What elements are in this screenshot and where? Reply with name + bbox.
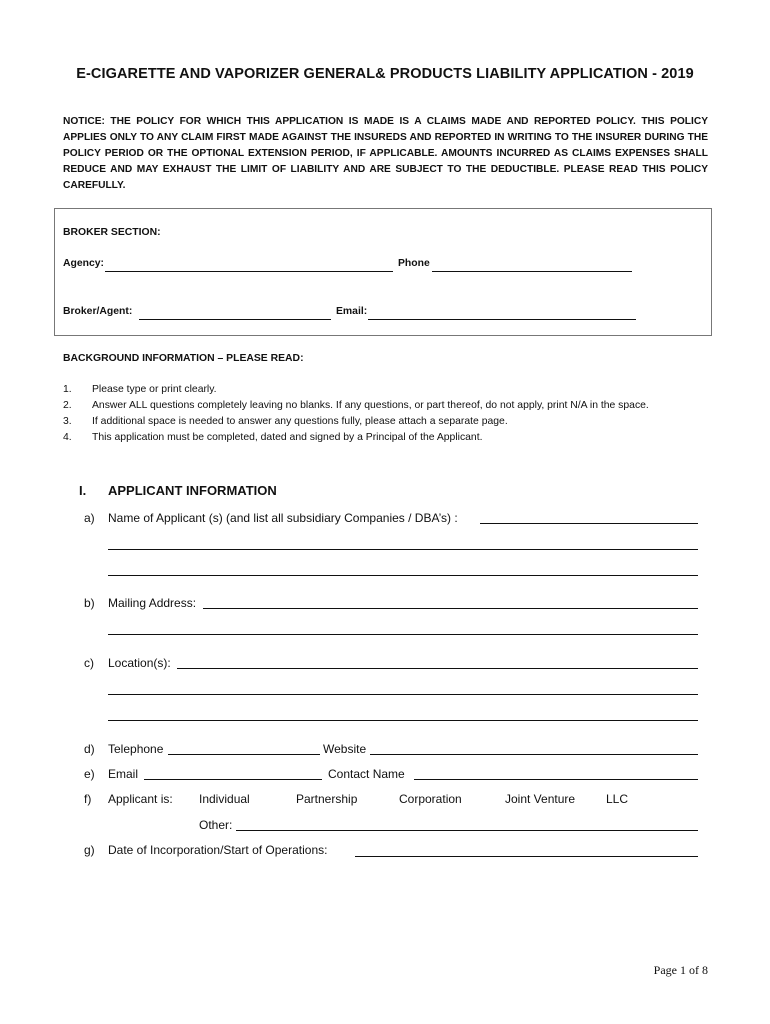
website-label: Website	[323, 742, 367, 756]
applicant-name-field-2[interactable]	[108, 549, 698, 550]
background-list	[63, 384, 649, 448]
list-item: 3. If additional space is needed to answer any questions fully, please attach a separate page.	[63, 416, 508, 427]
incorporation-date-field[interactable]	[355, 856, 698, 857]
other-label: Other:	[199, 818, 233, 832]
telephone-field[interactable]	[168, 754, 320, 755]
list-item: 4. This application must be completed, dated and signed by a Principal of the Applicant.	[63, 432, 483, 443]
website-field[interactable]	[370, 754, 698, 755]
option-llc[interactable]: LLC	[606, 792, 629, 806]
list-item: 2. Answer ALL questions completely leaving no blanks. If any questions, or part thereof, do not apply, print N/A in the space.	[63, 400, 649, 411]
contact-name-field[interactable]	[414, 779, 698, 780]
applicant-name-field[interactable]	[480, 523, 698, 524]
agency-field[interactable]	[105, 271, 393, 272]
section-number: I.	[79, 483, 87, 498]
applicant-type-label: Applicant is:	[108, 792, 173, 806]
broker-agent-label: Broker/Agent:	[63, 306, 133, 317]
question-d-letter: d)	[84, 742, 95, 756]
question-c-letter: c)	[84, 656, 94, 670]
option-corporation[interactable]: Corporation	[399, 792, 462, 806]
incorporation-date-label: Date of Incorporation/Start of Operations:	[108, 843, 328, 857]
location-field[interactable]	[177, 668, 698, 669]
page-number: Page 1 of 8	[653, 963, 708, 977]
telephone-label: Telephone	[108, 742, 164, 756]
question-c-label: Location(s):	[108, 656, 171, 670]
broker-email-field[interactable]	[368, 319, 636, 320]
email-label: Email:	[336, 306, 368, 317]
section-heading	[79, 483, 277, 498]
applicant-email-label: Email	[108, 767, 139, 781]
broker-agent-field[interactable]	[139, 319, 331, 320]
phone-field[interactable]	[432, 271, 632, 272]
question-e-letter: e)	[84, 767, 95, 781]
option-individual[interactable]: Individual	[199, 792, 250, 806]
question-f-letter: f)	[84, 792, 92, 806]
section-title: APPLICANT INFORMATION	[108, 483, 277, 498]
question-a-label: Name of Applicant (s) (and list all subsidiary Companies / DBA’s) :	[108, 511, 458, 525]
mailing-address-field-2[interactable]	[108, 634, 698, 635]
background-heading: BACKGROUND INFORMATION – PLEASE READ:	[63, 353, 304, 364]
question-b-label: Mailing Address:	[108, 596, 197, 610]
document-title: E-CIGARETTE AND VAPORIZER GENERAL& PRODUCTS LIABILITY APPLICATION - 2019	[76, 66, 694, 82]
phone-label: Phone	[398, 258, 430, 269]
location-field-2[interactable]	[108, 694, 698, 695]
question-g-letter: g)	[84, 843, 95, 857]
option-partnership[interactable]: Partnership	[296, 792, 358, 806]
applicant-name-field-3[interactable]	[108, 575, 698, 576]
option-joint-venture[interactable]: Joint Venture	[505, 792, 576, 806]
broker-section-heading: BROKER SECTION:	[63, 227, 161, 238]
mailing-address-field[interactable]	[203, 608, 698, 609]
question-b-letter: b)	[84, 596, 95, 610]
other-field[interactable]	[236, 830, 698, 831]
agency-label: Agency:	[63, 258, 104, 269]
list-item: 1. Please type or print clearly.	[63, 384, 217, 395]
contact-name-label: Contact Name	[328, 767, 405, 781]
question-a-letter: a)	[84, 511, 95, 525]
policy-notice: NOTICE: THE POLICY FOR WHICH THIS APPLICATION IS MADE IS A CLAIMS MADE AND REPORTED POLICY. THIS POLICY APPLIES ONLY TO ANY CLAIM FIRST MADE AGAINST THE INSUREDS AND REPORTED IN WRITING TO THE INSURER DURING THE POLICY PERIOD OR THE OPTIONAL EXTENSION PERIOD, IF APPLICABLE. AMOUNTS INCURRED AS CLAIMS EXPENSES SHALL REDUCE AND MAY EXHAUST THE LIMIT OF LIABILITY AND ARE SUBJECT TO THE DEDUCTIBLE. PLEASE READ THIS POLICY CAREFULLY.	[63, 116, 708, 191]
applicant-email-field[interactable]	[144, 779, 322, 780]
location-field-3[interactable]	[108, 720, 698, 721]
